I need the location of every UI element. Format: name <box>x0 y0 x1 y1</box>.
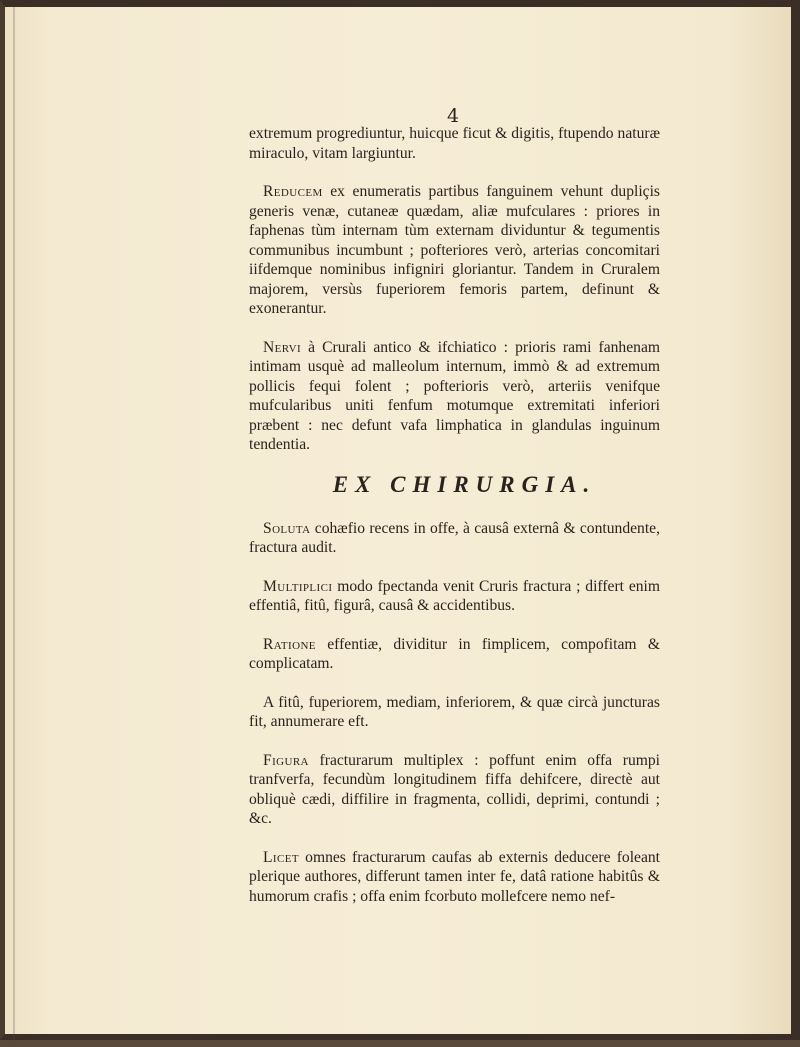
paragraph-body: à Crurali antico & ifchiatico : prioris rami fanhenam intimam usquè ad malleolum internum, immò & ad extremum pollicis fequi folent ; pofterioris verò, arteriis venifque mufcularibus uniti fenfum motumque extremitati inferiori præbent : nec defunt vafa limphatica in glandulas inguinum tendentia. <box>249 338 660 453</box>
paragraph-figura <box>249 751 660 829</box>
page-edge-shadow <box>13 7 15 1047</box>
paragraph-body: fitû, fuperiorem, mediam, inferiorem, & quæ circà juncturas fit, annumerare eft. <box>249 693 660 730</box>
paragraph-nervi <box>249 338 660 455</box>
paragraph-lead-word: Figura <box>263 751 309 769</box>
paragraph-body: effentiæ, dividitur in fimplicem, compofitam & complicatam. <box>249 635 660 672</box>
paragraph-body: omnes fracturarum caufas ab externis deducere foleant plerique authores, differunt tamen inter fe, datâ ratione habitûs & humorum crafis ; offa enim fcorbuto mollefcere nemo nef- <box>249 848 660 905</box>
paragraph-lead-word: Soluta <box>263 519 311 537</box>
paragraph-licet <box>249 848 660 907</box>
paragraph-lead-word: Licet <box>263 848 299 866</box>
paragraph-body: ex enumeratis partibus fanguinem vehunt dupliçis generis venæ, cutaneæ quædam, aliæ mufculares : priores in faphenas tùm internam tùm externam dividuntur & tegumentis communibus incumbunt ; pofteriores verò, arterias concomitari iifdemque nominibus infigniri gloriantur. Tandem in Cruralem majorem, versùs fuperiorem femoris partem, definunt & exonerantur. <box>249 183 660 317</box>
paragraph-body: cohæfio recens in offe, à causâ externâ & contundente, fractura audit. <box>249 519 660 556</box>
paragraph-reducem <box>249 182 660 319</box>
paragraph-body: modo fpectanda venit Cruris fractura ; differt enim effentiâ, fitû, figurâ, causâ & accidentibus. <box>249 577 660 614</box>
paragraph-lead-word: Multiplici <box>263 577 333 595</box>
paragraph-lead-word: Nervi <box>263 338 302 356</box>
paragraph-lead-word: Reducem <box>263 183 323 200</box>
paragraph-lead-word: Ratione <box>263 635 316 653</box>
continuation-paragraph: extremum progrediuntur, huicque ficut & digitis, ftupendo naturæ miraculo, vitam largiuntur. <box>249 125 660 162</box>
paragraph-lead-word: A <box>263 693 274 711</box>
section-heading: EX CHIRURGIA. <box>332 471 597 497</box>
paragraph-multiplici <box>249 577 660 616</box>
paragraph-situ <box>249 693 660 732</box>
paragraph-ratione <box>249 635 660 674</box>
page-number: 4 <box>447 105 460 127</box>
paragraph-soluta <box>249 519 660 558</box>
page-text <box>249 124 660 906</box>
paragraph-body: fracturarum multiplex : poffunt enim offa rumpi tranfverfa, fecundùm longitudinem fiffa dehifcere, directè aut obliquè cædi, diffilire in fragmenta, collidi, deprimi, contundi ; &c. <box>249 751 660 827</box>
